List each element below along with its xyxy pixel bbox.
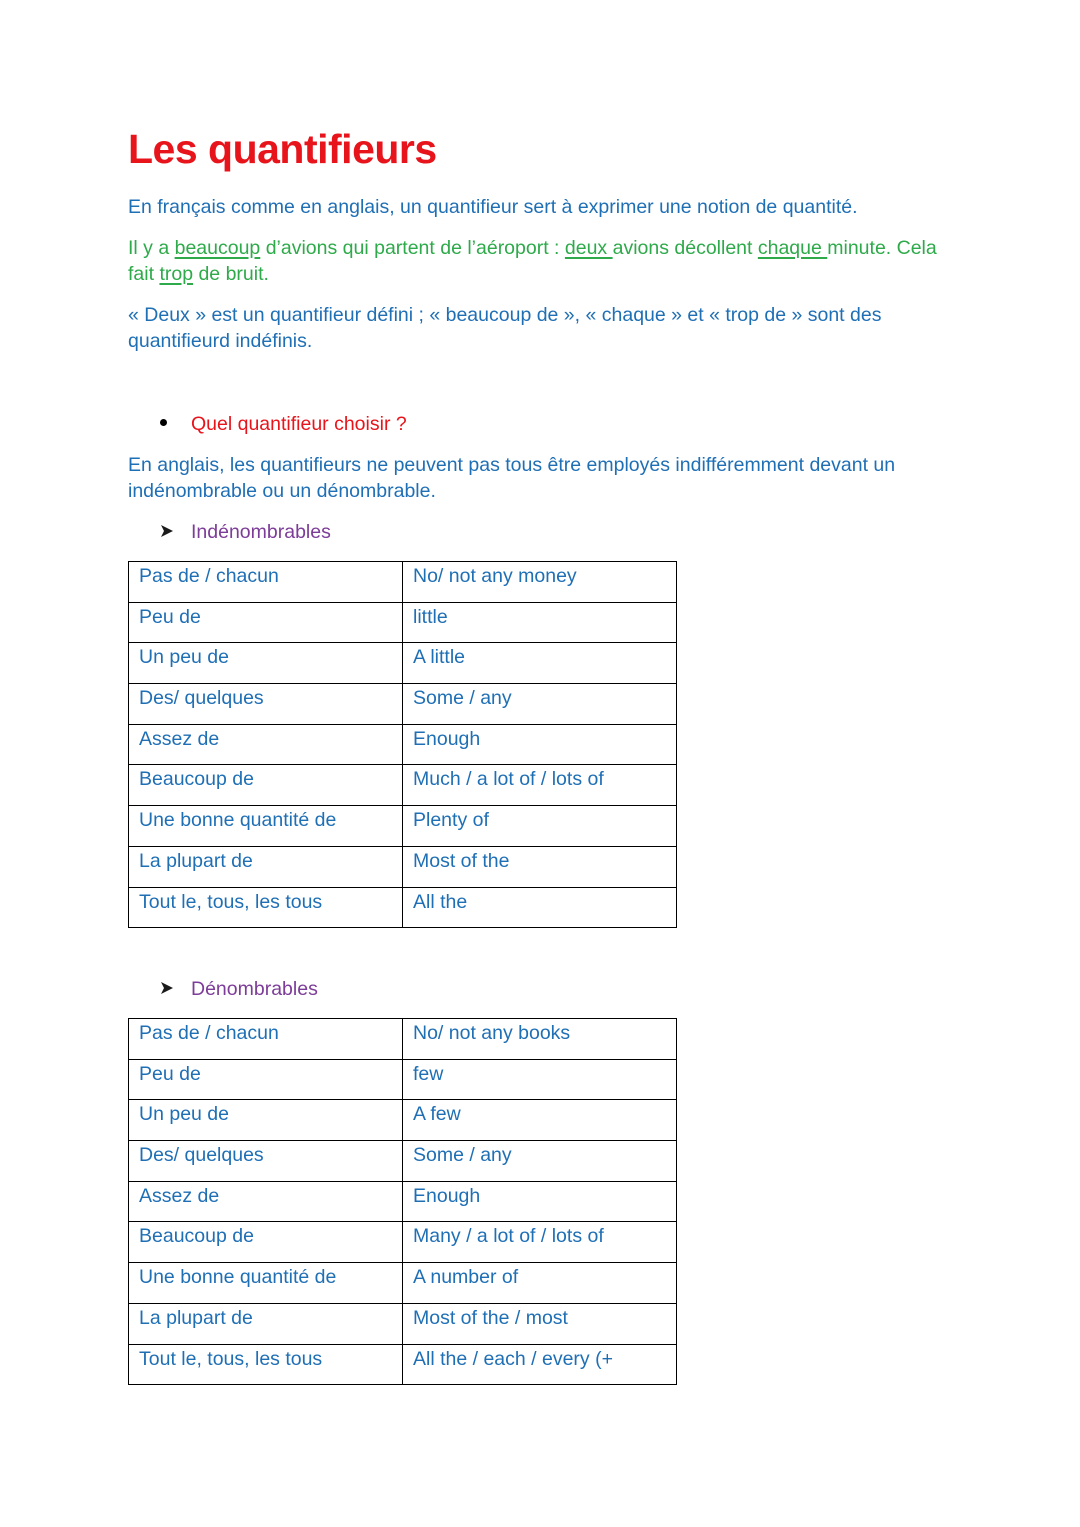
table-row [129, 1181, 677, 1222]
example-text: avions décollent [612, 237, 758, 259]
table-row [129, 846, 677, 887]
underlined-quantifier: trop [159, 263, 194, 285]
table-row [129, 684, 677, 725]
table-row [129, 1303, 677, 1344]
example-text: d’avions qui partent de l’aéroport : [260, 237, 565, 259]
french-quantifier-cell: Tout le, tous, les tous [129, 1344, 403, 1385]
table-row [129, 602, 677, 643]
french-quantifier-cell: La plupart de [129, 846, 403, 887]
english-quantifier-cell: little [403, 602, 677, 643]
table-row [129, 806, 677, 847]
countable-heading: Dénombrables [191, 978, 318, 1000]
english-quantifier-cell: Many / a lot of / lots of [403, 1222, 677, 1263]
english-quantifier-cell: Some / any [403, 684, 677, 725]
section-heading-row [160, 411, 407, 437]
underlined-quantifier: chaque [757, 237, 828, 259]
french-quantifier-cell: Peu de [129, 602, 403, 643]
french-quantifier-cell: Des/ quelques [129, 1141, 403, 1182]
underlined-quantifier: beaucoup [174, 237, 261, 259]
bullet-dot-icon [160, 419, 167, 426]
table-row [129, 562, 677, 603]
french-quantifier-cell: Beaucoup de [129, 765, 403, 806]
french-quantifier-cell: Pas de / chacun [129, 1019, 403, 1060]
english-quantifier-cell: Enough [403, 1181, 677, 1222]
french-quantifier-cell: Un peu de [129, 643, 403, 684]
table-row [129, 1100, 677, 1141]
page-title: Les quantifieurs [128, 126, 437, 172]
english-quantifier-cell: A few [403, 1100, 677, 1141]
english-quantifier-cell: Enough [403, 724, 677, 765]
english-quantifier-cell: All the / each / every (+ [403, 1344, 677, 1385]
uncountable-table [128, 561, 677, 928]
intro-paragraph: En français comme en anglais, un quantifieur sert à exprimer une notion de quantité. [128, 196, 858, 218]
french-quantifier-cell: Peu de [129, 1059, 403, 1100]
french-quantifier-cell: Un peu de [129, 1100, 403, 1141]
table-row [129, 1019, 677, 1060]
french-quantifier-cell: Beaucoup de [129, 1222, 403, 1263]
english-quantifier-cell: All the [403, 887, 677, 928]
french-quantifier-cell: Une bonne quantité de [129, 806, 403, 847]
french-quantifier-cell: Une bonne quantité de [129, 1263, 403, 1304]
example-paragraph [128, 235, 968, 287]
example-text: minute. Cela fait [128, 237, 937, 285]
english-quantifier-cell: A number of [403, 1263, 677, 1304]
table-row [129, 1344, 677, 1385]
table-row [129, 724, 677, 765]
table-row [129, 643, 677, 684]
english-quantifier-cell: Some / any [403, 1141, 677, 1182]
english-quantifier-cell: No/ not any books [403, 1019, 677, 1060]
french-quantifier-cell: Pas de / chacun [129, 562, 403, 603]
english-quantifier-cell: No/ not any money [403, 562, 677, 603]
arrow-right-icon [160, 981, 174, 995]
arrow-right-icon [160, 524, 174, 538]
english-quantifier-cell: Plenty of [403, 806, 677, 847]
english-quantifier-cell: A little [403, 643, 677, 684]
underlined-quantifier: deux [564, 237, 613, 259]
table-row [129, 887, 677, 928]
english-quantifier-cell: Most of the / most [403, 1303, 677, 1344]
french-quantifier-cell: La plupart de [129, 1303, 403, 1344]
uncountable-heading-row [160, 519, 331, 545]
table-row [129, 765, 677, 806]
french-quantifier-cell: Assez de [129, 1181, 403, 1222]
table-row [129, 1141, 677, 1182]
example-text: de bruit. [193, 263, 269, 285]
uncountable-heading: Indénombrables [191, 521, 331, 543]
french-quantifier-cell: Des/ quelques [129, 684, 403, 725]
table-row [129, 1059, 677, 1100]
example-text: Il y a [128, 237, 175, 259]
explanation-paragraph: « Deux » est un quantifieur défini ; « beaucoup de », « chaque » et « trop de » sont des quantifieurd indéfinis. [128, 304, 882, 352]
english-quantifier-cell: few [403, 1059, 677, 1100]
english-quantifier-cell: Most of the [403, 846, 677, 887]
countable-table [128, 1018, 677, 1385]
section-paragraph: En anglais, les quantifieurs ne peuvent pas tous être employés indifféremment devant un indénombrable ou un dénombrable. [128, 454, 896, 502]
table-row [129, 1222, 677, 1263]
countable-heading-row [160, 976, 318, 1002]
table-row [129, 1263, 677, 1304]
french-quantifier-cell: Tout le, tous, les tous [129, 887, 403, 928]
french-quantifier-cell: Assez de [129, 724, 403, 765]
english-quantifier-cell: Much / a lot of / lots of [403, 765, 677, 806]
section-heading: Quel quantifieur choisir ? [191, 413, 407, 435]
